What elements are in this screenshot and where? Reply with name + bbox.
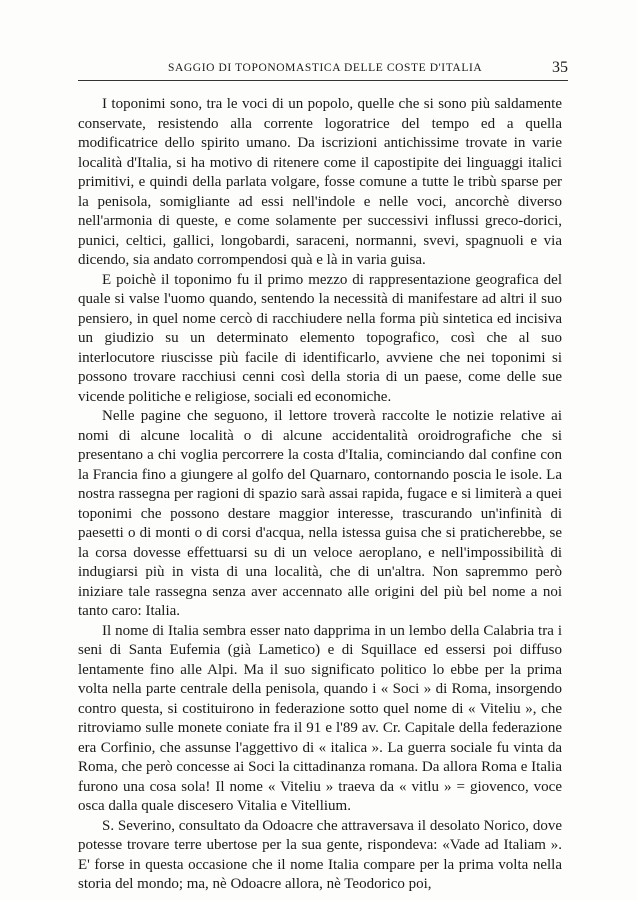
running-title: SAGGIO DI TOPONOMASTICA DELLE COSTE D'ITALIA — [168, 62, 483, 74]
paragraph: S. Severino, consultato da Odoacre che attraversava il desolato Norico, dove potesse trovare terre ubertose per la sua gente, rispondeva: «Vade ad Italiam ». E' forse in questa occasione che il nome Italia compare per la prima volta nella storia del mondo; ma, nè Odoacre allora, nè Teodorico poi, — [78, 817, 562, 892]
paragraph: Il nome di Italia sembra esser nato dapprima in un lembo della Calabria tra i seni di Santa Eufemia (già Lametico) e di Squillace ed essersi poi diffuso lentamente fino alle Alpi. Ma il suo significato politico lo ebbe per la prima volta nella parte centrale della penisola, quando i « Soci » di Roma, insorgendo contro questa, si costituirono in federazione sotto quel nome di « Viteliu », che ritroviamo sulle monete coniate fra il 91 e l'89 av. Cr. Capitale della federazione era Corfinio, che assunse l'aggettivo di « italica ». La guerra sociale fu vinta da Roma, che però concesse ai Soci la cittadinanza romana. Da allora Roma e Italia furono una cosa sola! Il nome « Viteliu » traeva da « vitlu » = giovenco, voce osca dalla quale discesero Vitalia e Vitellium. — [78, 622, 562, 814]
paragraph: Nelle pagine che seguono, il lettore troverà raccolte le notizie relative ai nomi di alcune località o di alcune accidentalità oroidrografiche che si presentano a chi voglia percorrere la costa d'Italia, cominciando dal confine con la Francia fino a giungere al golfo del Quarnaro, contornando poscia le isole. La nostra rassegna per ragioni di spazio sarà assai rapida, fugace e si limiterà a quei toponimi che possono destare maggior interesse, trascurando un'infinità di paesetti o di monti o di corsi d'acqua, nella istessa guisa che si praticherebbe, se la corsa dovesse effettuarsi su di un veloce aeroplano, e nell'impossibilità di indugiarsi più in vista di una località, che di un'altra. Non sapremmo però iniziare tale rassegna senza aver accennato alle origini del più bel nome a noi tanto caro: Italia. — [78, 408, 562, 619]
paragraph: I toponimi sono, tra le voci di un popolo, quelle che si sono più saldamente conservate, resistendo alla corrente logoratrice del tempo ed a quella modificatrice dello spirito umano. Da iscrizioni antichissime trovate in varie località d'Italia, si ha motivo di ritenere come il capostipite dei linguaggi italici primitivi, e quindi della parlata volgare, fosse comune a tutte le tribù sparse per la penisola, somigliante ad essi nell'indole e nelle voci, ancorchè diverso nell'armonia di queste, e come solamente per successivi influssi greco-dorici, punici, celtici, gallici, longobardi, saraceni, normanni, svevi, spagnuoli e via dicendo, sia andato corrompendosi quà e là in varia guisa. — [78, 96, 562, 268]
running-head — [78, 59, 568, 80]
header-rule — [78, 80, 568, 81]
paragraph: E poichè il toponimo fu il primo mezzo di rappresentazione geografica del quale si valse l'uomo quando, sentendo la necessità di manifestare ad altri il suo pensiero, in quel nome cercò di racchiudere nella forma più sintetica ed incisiva un giudizio su un determinato elemento topografico, così che al suo interlocutore riuscisse più facile di identificarlo, avviene che nei toponimi si possono trovare racchiusi cenni così della storia di un paese, come delle sue vicende politiche e religiose, sociali ed economiche. — [78, 271, 562, 405]
body-text — [78, 95, 562, 895]
page-number: 35 — [552, 59, 568, 76]
